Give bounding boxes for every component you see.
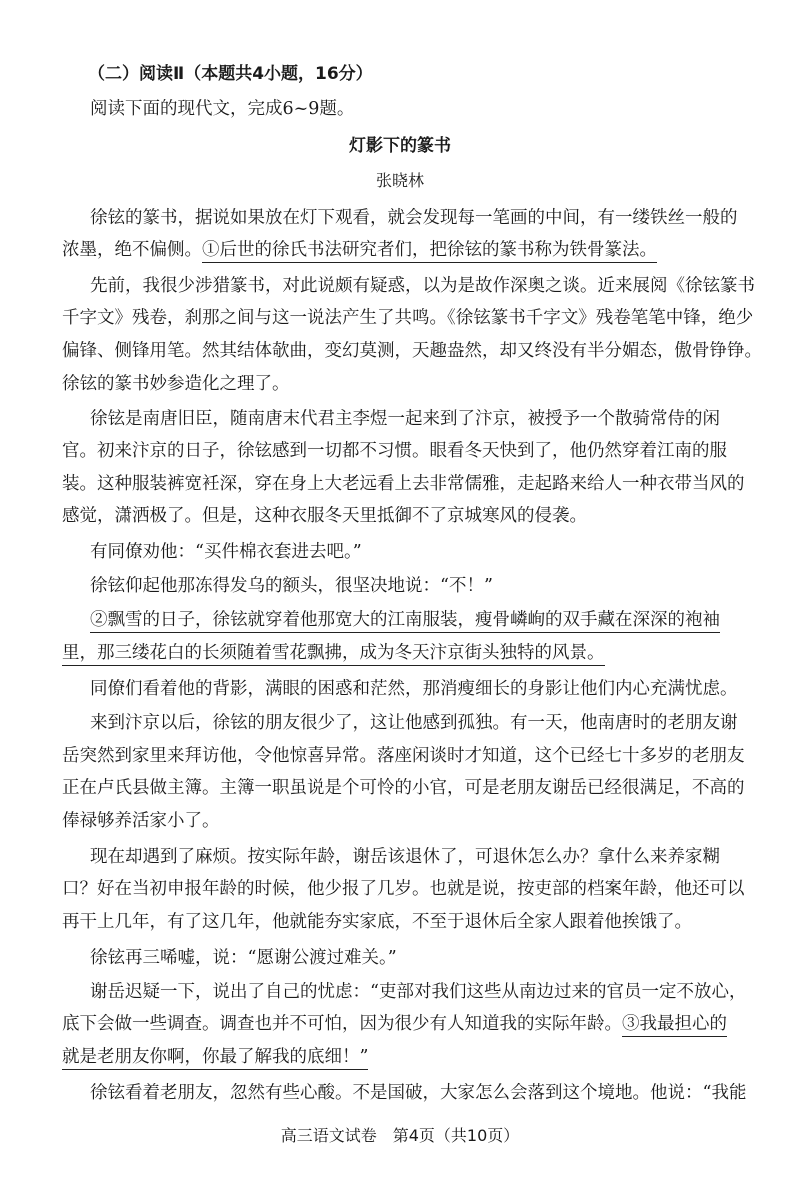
underlined-sentence-3b: 就是老朋友你啊，你最了解我的底细！” <box>62 1047 368 1070</box>
text-line: 徐铉的篆书妙参造化之理了。 <box>62 374 290 394</box>
underlined-sentence-2a: ②飘雪的日子，徐铉就穿着他那宽大的江南服装，瘦骨嶙峋的双手藏在深深的袍袖 <box>90 610 720 633</box>
text-line <box>90 612 800 630</box>
text-line: 俸禄够养活家小了。 <box>62 811 220 831</box>
text-line: 装。这种服装裤宽衽深，穿在身上大老远看上去非常儒雅，走起路来给人一种衣带当风的 <box>62 474 745 494</box>
article-title: 灯影下的篆书 <box>349 136 451 156</box>
text-line: 徐铉再三唏嘘，说：“愿谢公渡过难关。” <box>90 948 397 968</box>
text-line <box>62 1049 800 1067</box>
text-line: 徐铉仰起他那冻得发乌的额头，很坚决地说：“不！” <box>90 576 493 596</box>
page-footer: 高三语文试卷 第4页（共10页） <box>280 1126 520 1145</box>
text-line: 偏锋、侧锋用笔。然其结体欹曲，变幻莫测，天趣盎然，却又终没有半分媚态，傲骨铮铮。 <box>62 341 762 361</box>
text-line: 岳突然到家里来拜访他，令他惊喜异常。落座闲谈时才知道，这个已经七十多岁的老朋友 <box>62 746 745 766</box>
article-author: 张晓林 <box>375 171 424 190</box>
text-line: 同僚们看着他的背影，满眼的困惑和茫然，那消瘦细长的身影让他们内心充满忧虑。 <box>90 679 738 699</box>
instruction: 阅读下面的现代文，完成6~9题。 <box>90 99 355 119</box>
text-line <box>62 645 800 663</box>
text-line: 徐铉的篆书，据说如果放在灯下观看，就会发现每一笔画的中间，有一缕铁丝一般的 <box>90 208 738 228</box>
text-line: 有同僚劝他：“买件棉衣套进去吧。” <box>90 542 362 562</box>
text-line: 谢岳迟疑一下，说出了自己的忧虑：“吏部对我们这些从南边过来的官员一定不放心， <box>90 982 747 1002</box>
underlined-sentence-2b: 里，那三缕花白的长须随着雪花飘拂，成为冬天汴京街头独特的风景。 <box>62 643 605 666</box>
text-line: 正在卢氏县做主簿。主簿一职虽说是个可怜的小官，可是老朋友谢岳已经很满足，不高的 <box>62 778 745 798</box>
text-line: 浓墨，绝不偏侧。①后世的徐氏书法研究者们，把徐铉的篆书称为铁骨篆法。 <box>62 242 800 260</box>
underlined-sentence-3a: ③我最担心的 <box>622 1014 727 1037</box>
text-line: 徐铉看着老朋友，忽然有些心酸。不是国破，大家怎么会落到这个境地。他说：“我能 <box>90 1083 747 1103</box>
text-line: 徐铉是南唐旧臣，随南唐末代君主李煜一起来到了汴京，被授予一个散骑常侍的闲 <box>90 409 720 429</box>
text-line: 口？好在当初申报年龄的时候，他少报了几岁。也就是说，按吏部的档案年龄，他还可以 <box>62 879 745 899</box>
text-line: 先前，我很少涉猎篆书，对此说颇有疑惑，以为是故作深奥之谈。近来展阅《徐铉篆书 <box>90 276 755 296</box>
text-line: 来到汴京以后，徐铉的朋友很少了，这让他感到孤独。有一天，他南唐时的老朋友谢 <box>90 713 738 733</box>
section-header: （二）阅读Ⅱ（本题共4小题，16分） <box>88 64 373 84</box>
text-line: 千字文》残卷，刹那之间与这一说法产生了共鸣。《徐铉篆书千字文》残卷笔笔中锋，绝少 <box>62 308 754 328</box>
text-line: 底下会做一些调查。调查也并不可怕，因为很少有人知道我的实际年龄。③我最担心的 <box>62 1016 800 1034</box>
text-line: 感觉，潇洒极了。但是，这种衣服冬天里抵御不了京城寒风的侵袭。 <box>62 506 587 526</box>
text-line: 官。初来汴京的日子，徐铉感到一切都不习惯。眼看冬天快到了，他仍然穿着江南的服 <box>62 441 727 461</box>
text-line: 再干上几年，有了这几年，他就能夯实家底，不至于退休后全家人跟着他挨饿了。 <box>62 912 692 932</box>
text-line: 现在却遇到了麻烦。按实际年龄，谢岳该退休了，可退休怎么办？拿什么来养家糊 <box>90 847 720 867</box>
underlined-sentence-1: ①后世的徐氏书法研究者们，把徐铉的篆书称为铁骨篆法。 <box>202 240 657 263</box>
